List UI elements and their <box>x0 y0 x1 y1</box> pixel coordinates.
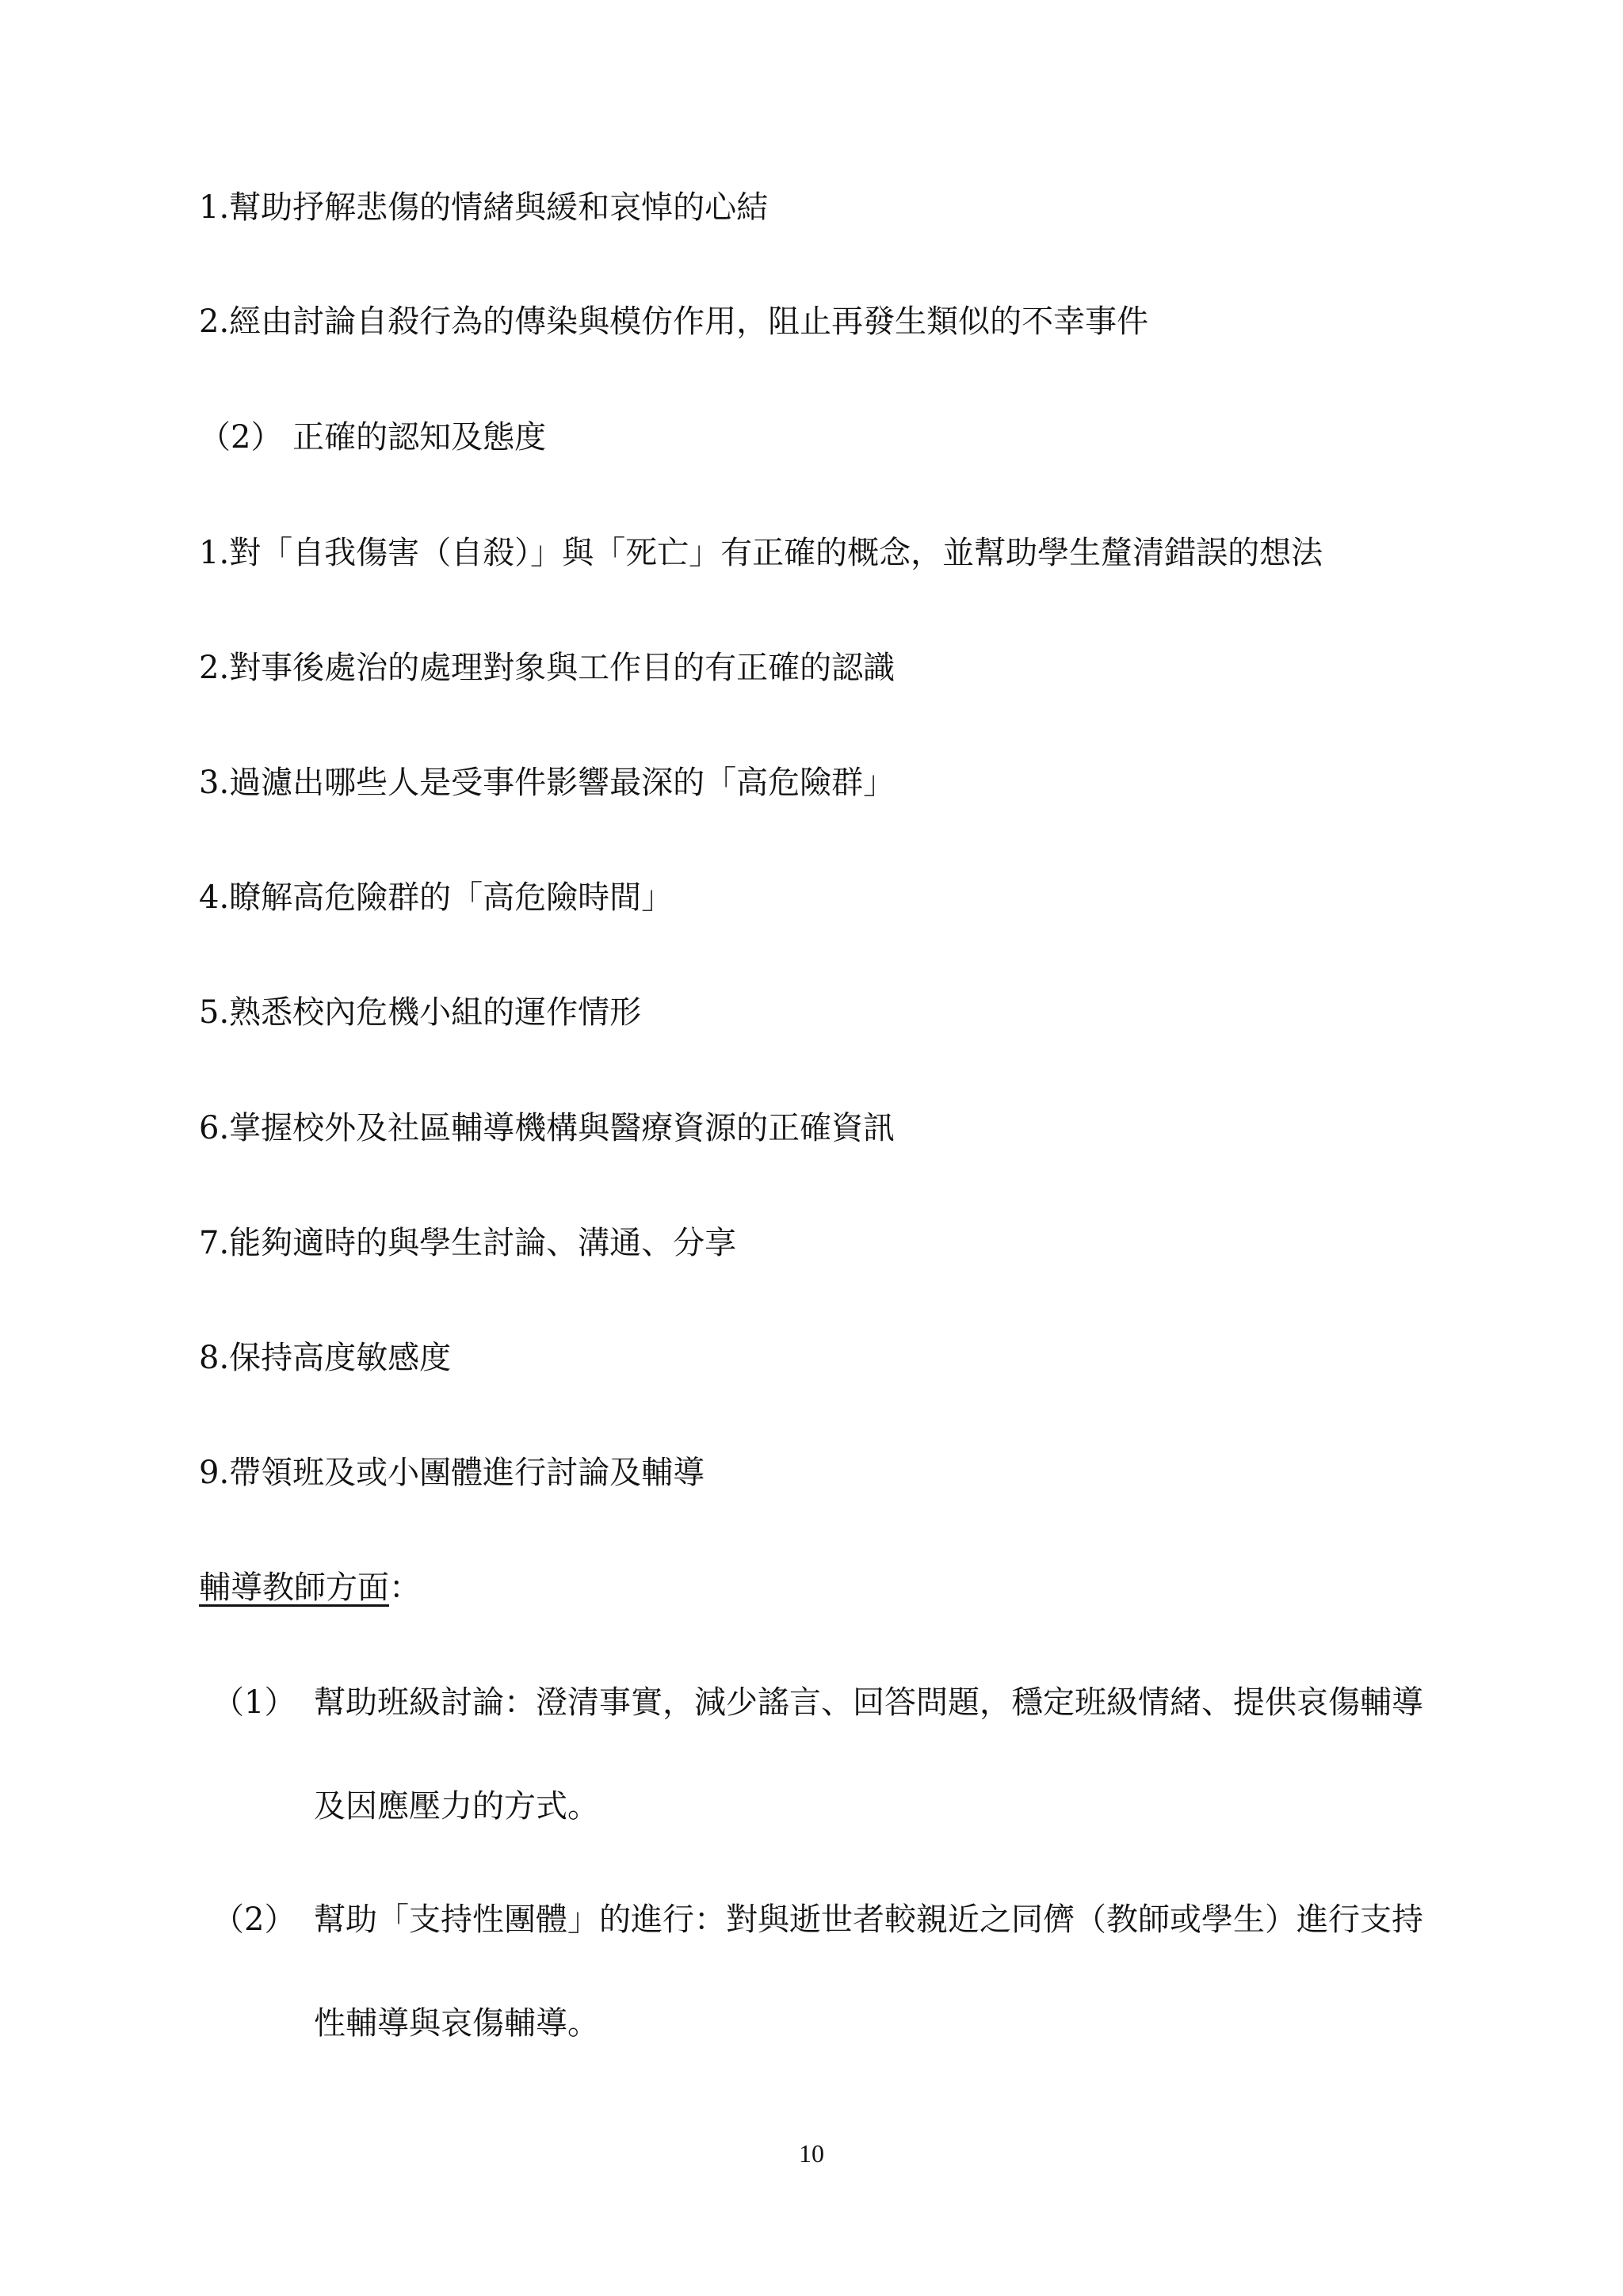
item-2-marker: （2） <box>212 1901 296 1938</box>
text-line-6: 3.過濾出哪些人是受事件影響最深的「高危險群」 <box>199 765 896 801</box>
section-heading-colon: ： <box>389 1569 421 1606</box>
text-line-11: 8.保持高度敏感度 <box>199 1340 452 1376</box>
text-line-10: 7.能夠適時的與學生討論、溝通、分享 <box>199 1225 737 1261</box>
text-line-1: 1.幫助抒解悲傷的情緒與緩和哀悼的心結 <box>199 189 769 226</box>
item-2-line-1: 幫助「支持性團體」的進行：對與逝世者較親近之同儕（教師或學生）進行支持 <box>314 1901 1423 1938</box>
section-heading <box>199 1566 421 1610</box>
item-1-line-1: 幫助班級討論：澄清事實，減少謠言、回答問題，穩定班級情緒、提供哀傷輔導 <box>314 1684 1423 1721</box>
text-line-5: 2.對事後處治的處理對象與工作目的有正確的認識 <box>199 650 896 686</box>
item-2-line-2: 性輔導與哀傷輔導。 <box>314 2005 599 2042</box>
text-line-12: 9.帶領班及或小團體進行討論及輔導 <box>199 1455 705 1491</box>
item-1-marker: （1） <box>212 1684 296 1721</box>
page-number: 10 <box>799 2139 824 2168</box>
text-line-2: 2.經由討論自殺行為的傳染與模仿作用，阻止再發生類似的不幸事件 <box>199 303 1149 340</box>
subsection-title: （2） 正確的認知及態度 <box>199 419 547 456</box>
text-line-4: 1.對「自我傷害（自殺）」與「死亡」有正確的概念，並幫助學生釐清錯誤的想法 <box>199 535 1323 571</box>
text-line-7: 4.瞭解高危險群的「高危險時間」 <box>199 879 674 916</box>
item-1-line-2: 及因應壓力的方式。 <box>314 1788 599 1825</box>
section-heading-text: 輔導教師方面 <box>199 1569 389 1606</box>
text-line-8: 5.熟悉校內危機小組的運作情形 <box>199 994 642 1031</box>
text-line-9: 6.掌握校外及社區輔導機構與醫療資源的正確資訊 <box>199 1110 896 1146</box>
